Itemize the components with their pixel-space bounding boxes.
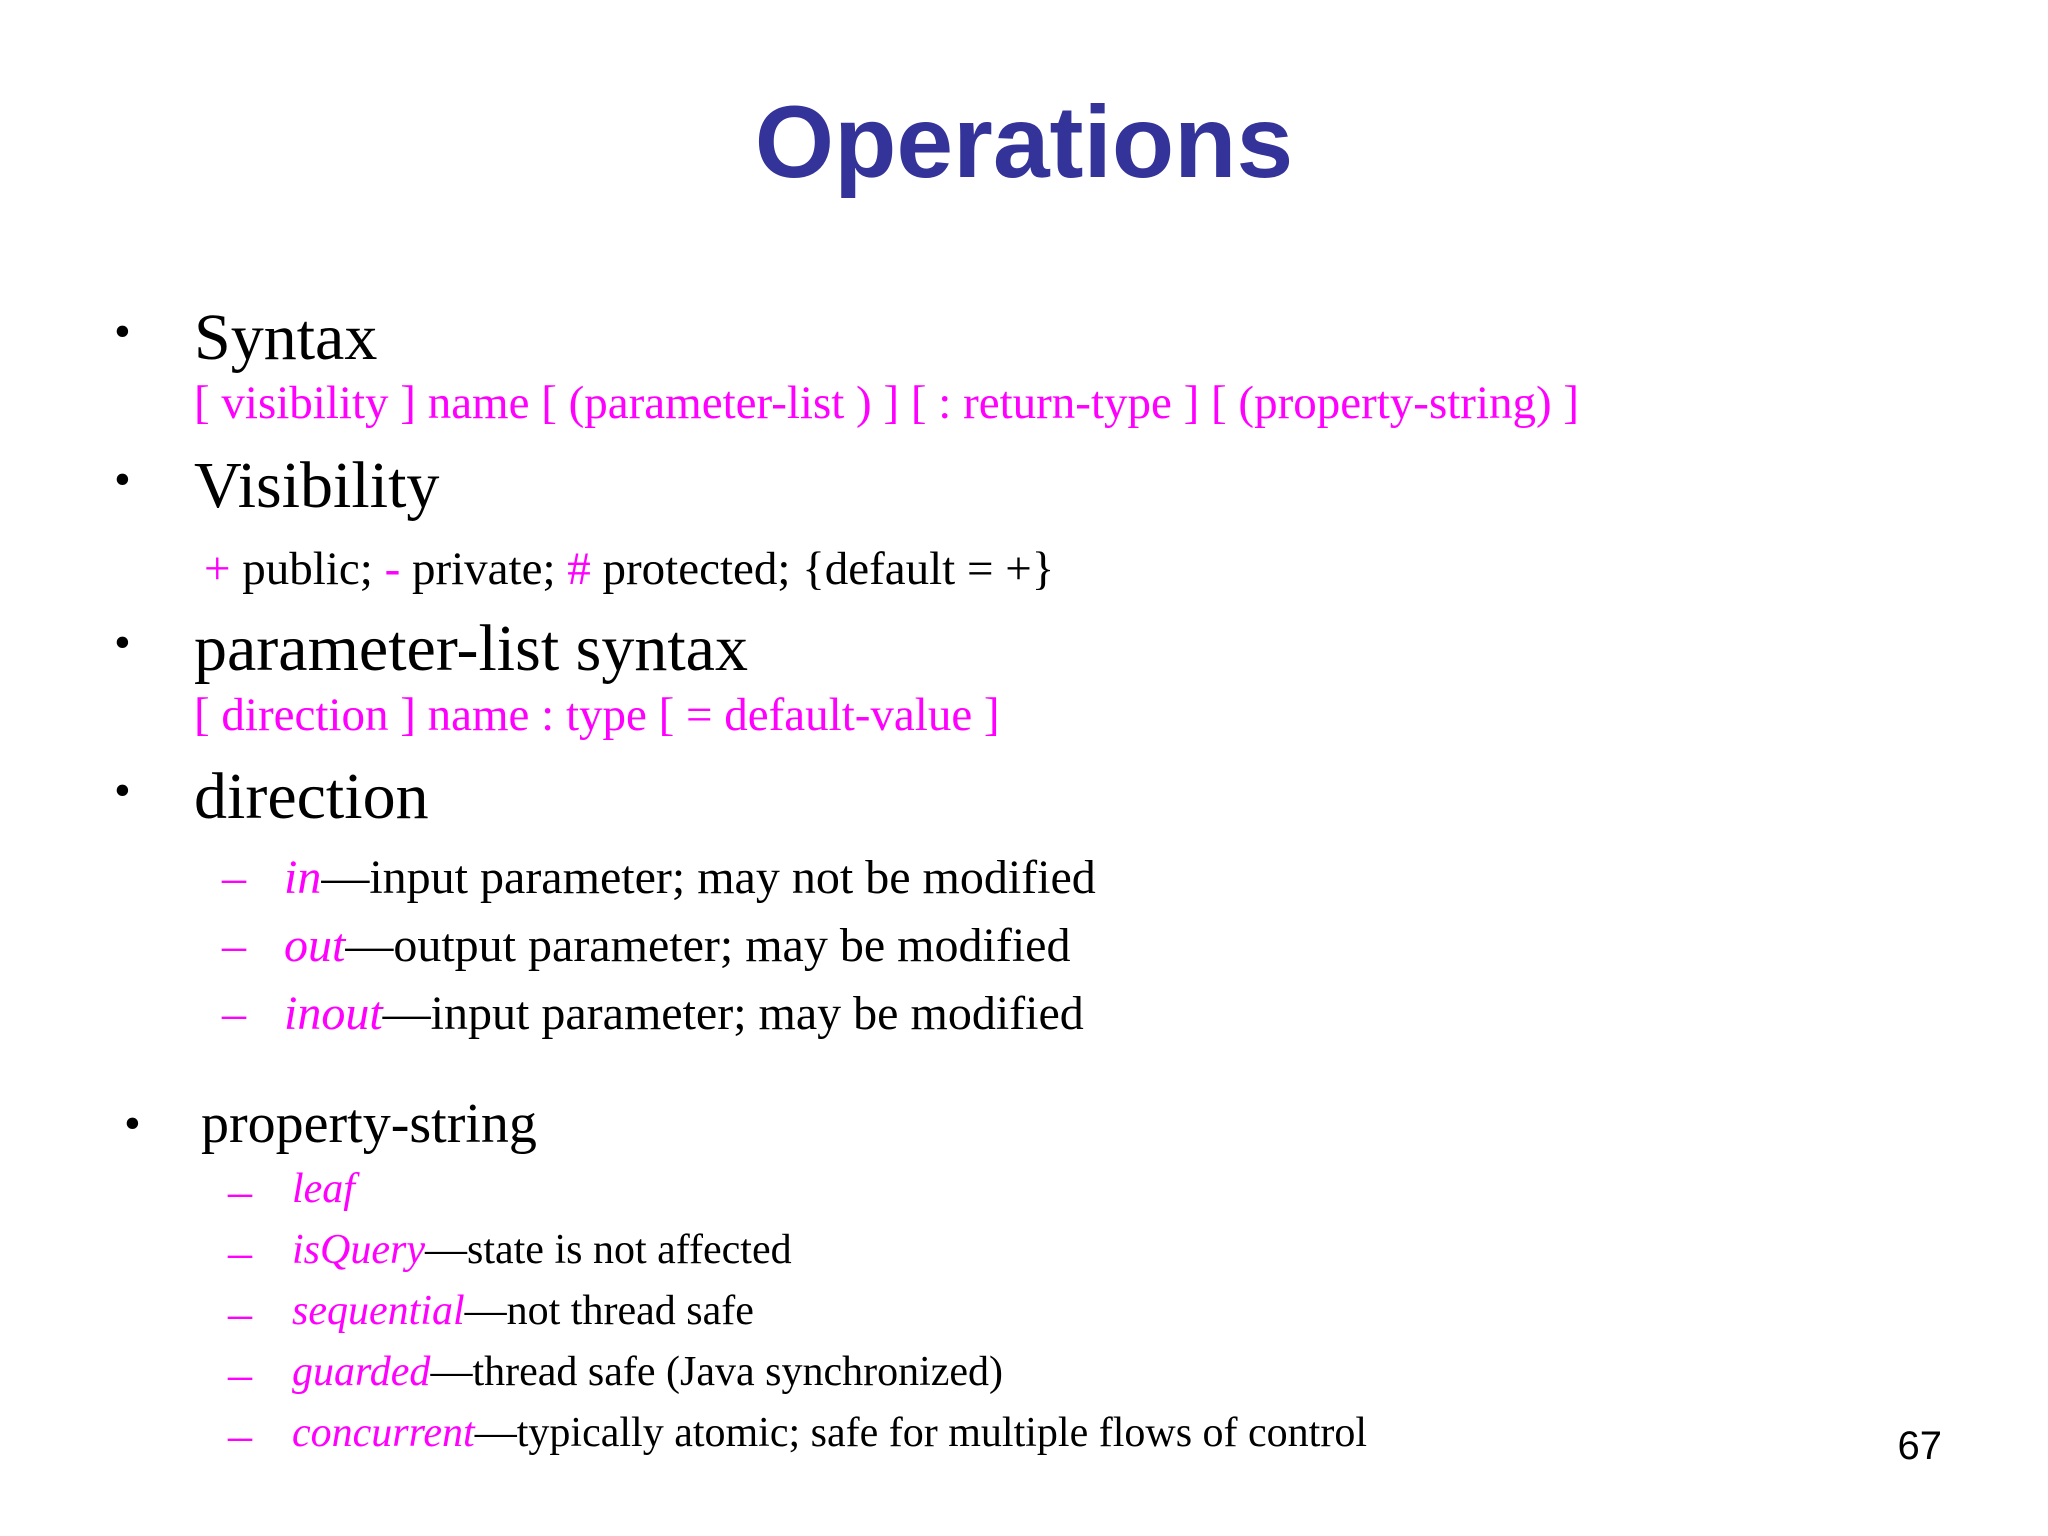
bullet-parameter-list: • <box>114 616 131 669</box>
heading-parameter-list: parameter-list syntax <box>194 612 748 685</box>
bullet-syntax: • <box>114 305 131 358</box>
dash-property-guarded: – <box>228 1348 252 1401</box>
page-number: 67 <box>1897 1424 1942 1468</box>
property-item-leaf <box>292 1168 355 1210</box>
dash-property-leaf: – <box>228 1165 252 1218</box>
property-term-guarded: guarded <box>292 1349 431 1395</box>
property-desc-isquery: —state is not affected <box>424 1227 792 1273</box>
visibility-public-symbol: + <box>204 543 231 595</box>
property-desc-concurrent: —typically atomic; safe for multiple flows of control <box>474 1410 1368 1456</box>
syntax-definition: [ visibility ] name [ (parameter-list ) ] [ : return-type ] [ (property-string) ] <box>194 377 1580 429</box>
direction-term-in: in <box>284 851 322 904</box>
dash-direction-in: – <box>222 851 246 904</box>
direction-term-out: out <box>284 919 346 972</box>
visibility-options <box>204 543 1055 595</box>
property-item-guarded <box>292 1351 1003 1393</box>
property-desc-guarded: —thread safe (Java synchronized) <box>430 1349 1004 1395</box>
heading-direction: direction <box>194 760 429 833</box>
property-term-sequential: sequential <box>292 1288 465 1334</box>
property-desc-sequential: —not thread safe <box>464 1288 754 1334</box>
parameter-list-definition: [ direction ] name : type [ = default-value ] <box>194 689 1000 741</box>
dash-direction-inout: – <box>222 987 246 1040</box>
property-item-concurrent <box>292 1412 1367 1454</box>
heading-visibility: Visibility <box>194 449 440 522</box>
dash-direction-out: – <box>222 919 246 972</box>
property-term-concurrent: concurrent <box>292 1410 475 1456</box>
direction-desc-out: —output parameter; may be modified <box>345 919 1071 972</box>
visibility-protected-label: protected; {default = +} <box>590 543 1055 595</box>
bullet-property-string: • <box>124 1097 141 1150</box>
direction-desc-in: —input parameter; may not be modified <box>321 851 1096 904</box>
dash-property-sequential: – <box>228 1287 252 1340</box>
direction-item-inout <box>284 987 1084 1040</box>
dash-property-concurrent: – <box>228 1409 252 1462</box>
direction-term-inout: inout <box>284 987 383 1040</box>
visibility-private-symbol: - <box>384 543 401 595</box>
visibility-private-label: private; <box>400 543 568 595</box>
direction-item-out <box>284 919 1071 972</box>
visibility-protected-symbol: # <box>567 543 591 595</box>
direction-desc-inout: —input parameter; may be modified <box>382 987 1084 1040</box>
bullet-direction: • <box>114 764 131 817</box>
property-item-isquery <box>292 1229 792 1271</box>
bullet-visibility: • <box>114 453 131 506</box>
property-term-leaf: leaf <box>292 1166 355 1212</box>
dash-property-isquery: – <box>228 1226 252 1279</box>
property-item-sequential <box>292 1290 754 1332</box>
heading-syntax: Syntax <box>194 301 378 374</box>
direction-item-in <box>284 851 1096 904</box>
slide-title: Operations <box>754 85 1294 199</box>
property-term-isquery: isQuery <box>292 1227 425 1273</box>
visibility-public-label: public; <box>230 543 385 595</box>
heading-property-string: property-string <box>201 1093 537 1155</box>
